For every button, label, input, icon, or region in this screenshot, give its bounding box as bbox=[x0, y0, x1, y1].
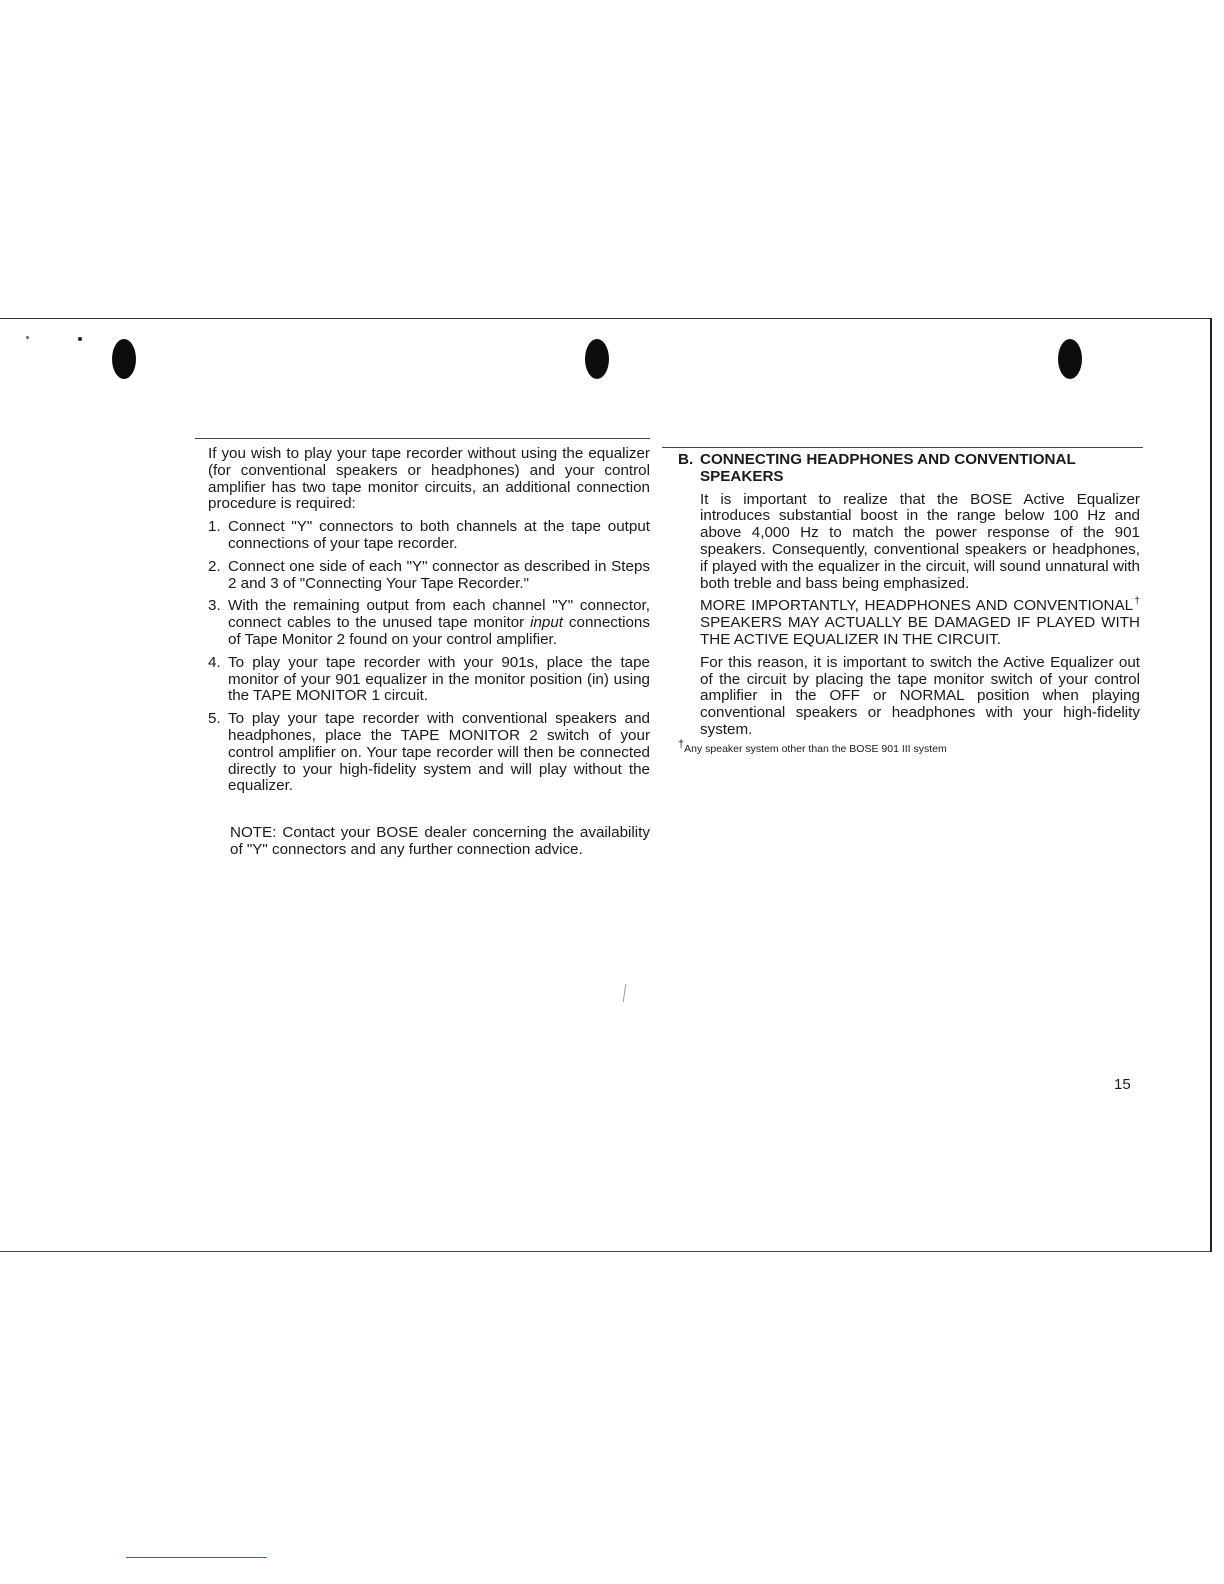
page-number: 15 bbox=[1114, 1076, 1131, 1093]
section-body bbox=[678, 492, 1140, 739]
section-heading bbox=[678, 452, 1140, 486]
left-column bbox=[208, 446, 650, 859]
footnote bbox=[678, 738, 1140, 756]
step-text: To play your tape recorder with conventional speakers and headphones, place the TAPE MONITOR 2 switch of your control amplifier on. Your tape recorder will then be connected directly to your high-fidelity system and will play without the equalizer. bbox=[228, 710, 650, 795]
step-number: 4. bbox=[208, 653, 221, 671]
section-title: CONNECTING HEADPHONES AND CONVENTIONAL SPEAKERS bbox=[700, 451, 1076, 485]
step-number: 2. bbox=[208, 557, 221, 575]
footnote-text: Any speaker system other than the BOSE 901 III system bbox=[684, 742, 947, 755]
punch-hole-left bbox=[112, 339, 136, 379]
connection-steps bbox=[208, 519, 650, 795]
step-item bbox=[208, 519, 650, 553]
step-text-italic: input bbox=[530, 614, 564, 632]
step-item bbox=[208, 598, 650, 648]
warning-text: SPEAKERS MAY ACTUALLY BE DAMAGED IF PLAYED WITH THE ACTIVE EQUALIZER IN THE CIRCUIT. bbox=[700, 614, 1140, 648]
step-text: With the remaining output from each channel "Y" connector, connect cables to the unused tape monitor bbox=[228, 597, 650, 632]
punch-hole-center bbox=[585, 339, 609, 379]
scan-speck bbox=[78, 337, 82, 341]
step-number: 1. bbox=[208, 518, 221, 536]
step-item bbox=[208, 655, 650, 705]
blue-underline bbox=[126, 1557, 267, 1558]
step-number: 5. bbox=[208, 710, 221, 728]
section-letter: B. bbox=[678, 451, 694, 468]
step-text: Connect "Y" connectors to both channels at the tape output connections of your tape recorder. bbox=[228, 518, 650, 552]
intro-paragraph: If you wish to play your tape recorder without using the equalizer (for conventional speakers or headphones) and your control amplifier has two tape monitor circuits, an additional connection procedure is required: bbox=[208, 445, 650, 513]
step-item bbox=[208, 711, 650, 795]
step-text: Connect one side of each "Y" connector as described in Steps 2 and 3 of "Connecting Your Tape Recorder." bbox=[228, 557, 650, 592]
footnote-dagger: † bbox=[678, 738, 685, 751]
body-paragraph: It is important to realize that the BOSE Active Equalizer introduces substantial boost in the range below 100 Hz and above 4,000 Hz to match the power response of the 901 speakers. Consequently, conventional speakers or headphones, if played with the equalizer in the circuit, will sound unnatural with both treble and bass being emphasized. bbox=[700, 490, 1140, 592]
step-number: 3. bbox=[208, 597, 221, 615]
dealer-note: NOTE: Contact your BOSE dealer concerning the availability of "Y" connectors and any further connection advice. bbox=[230, 824, 650, 858]
step-text: To play your tape recorder with your 901s, place the tape monitor of your 901 equalizer in the monitor position (in) using the TAPE MONITOR 1 circuit. bbox=[228, 653, 650, 705]
punch-hole-right bbox=[1058, 339, 1082, 379]
right-column-rule bbox=[662, 447, 1143, 448]
warning-text: MORE IMPORTANTLY, HEADPHONES AND CONVENTIONAL bbox=[700, 597, 1134, 615]
body-paragraph: For this reason, it is important to switch the Active Equalizer out of the circuit by placing the tape monitor switch of your control amplifier in the OFF or NORMAL position when playing conventional speakers or headphones with your high-fidelity system. bbox=[700, 653, 1140, 738]
step-item bbox=[208, 559, 650, 593]
right-column bbox=[678, 452, 1140, 756]
dagger-mark: † bbox=[1133, 596, 1140, 608]
left-column-rule bbox=[195, 438, 650, 439]
step-text: connections of Tape Monitor 2 found on your control amplifier. bbox=[228, 614, 650, 648]
scan-speck bbox=[26, 336, 29, 339]
warning-paragraph bbox=[700, 598, 1140, 648]
